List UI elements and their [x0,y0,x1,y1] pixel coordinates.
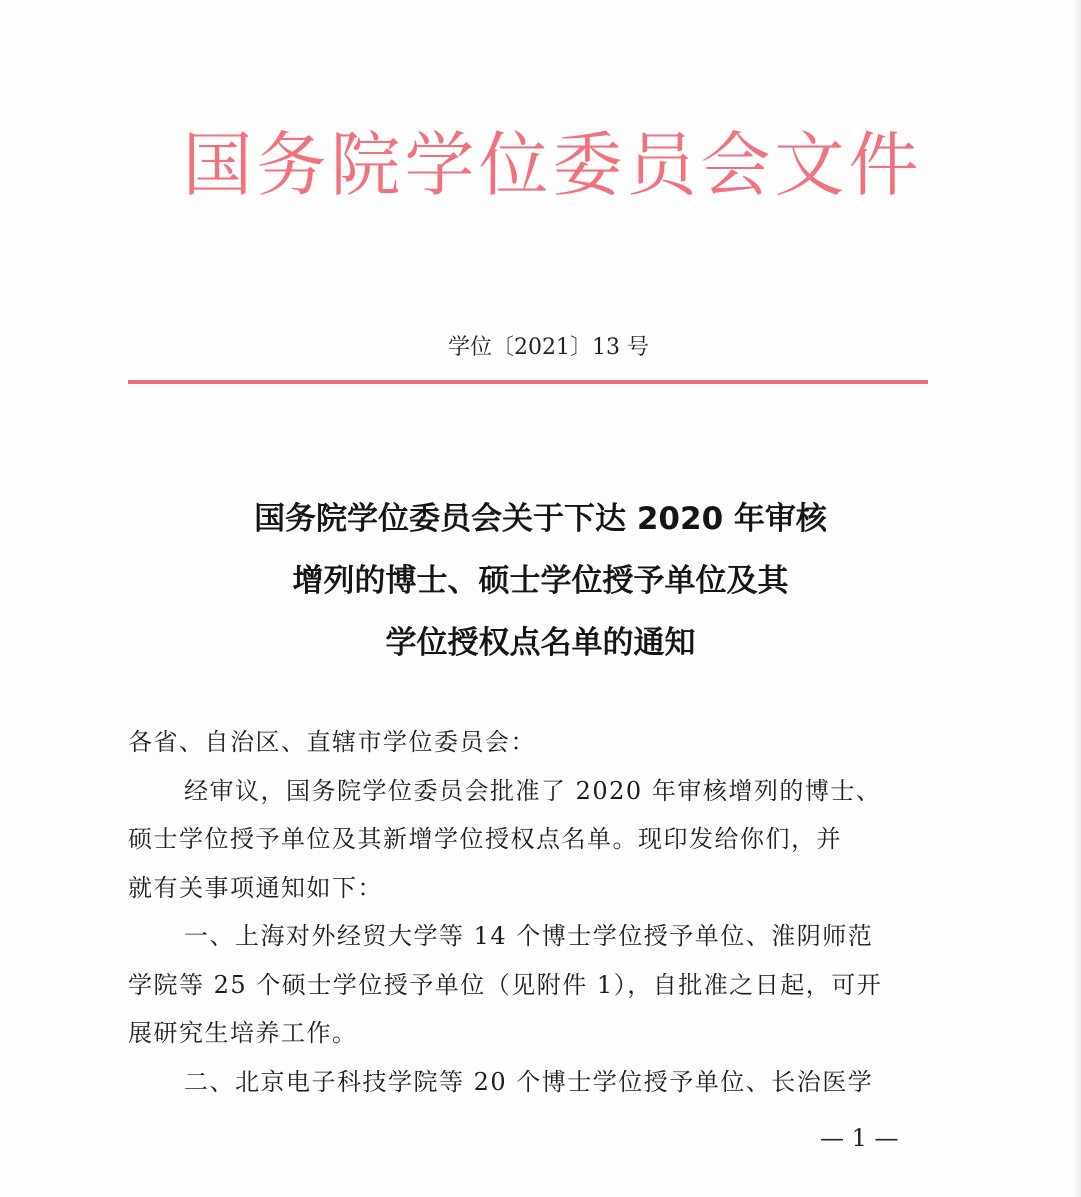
document-header-title: 国务院学位委员会文件 [182,124,923,206]
body-line-3: 就有关事项通知如下： [128,873,383,902]
body-line-2: 硕士学位授予单位及其新增学位授权点名单。现印发给你们，并 [128,825,842,853]
body-line-4: 一、上海对外经贸大学等 14 个博士学位授予单位、淮阴师范 [184,922,874,950]
red-divider-rule [128,380,928,384]
notice-title [0,488,1081,674]
body-line-7: 二、北京电子科技学院等 20 个博士学位授予单位、长治医学 [184,1067,874,1096]
body-line-1: 经审议，国务院学位委员会批准了 2020 年审核增列的博士、 [184,776,882,805]
page-number: — 1 — [820,1124,899,1152]
salutation: 各省、自治区、直辖市学位委员会： [128,728,536,756]
body-line-5: 学院等 25 个硕士学位授予单位（见附件 1），自批准之日起，可开 [128,970,883,999]
document-number: 学位〔2021〕13 号 [448,335,649,360]
notice-body [128,718,928,1106]
notice-title-line-2: 增列的博士、硕士学位授予单位及其 [292,563,789,599]
notice-title-line-1: 国务院学位委员会关于下达 2020 年审核 [254,501,827,537]
notice-title-line-3: 学位授权点名单的通知 [385,625,696,661]
body-line-6: 展研究生培养工作。 [128,1019,358,1047]
